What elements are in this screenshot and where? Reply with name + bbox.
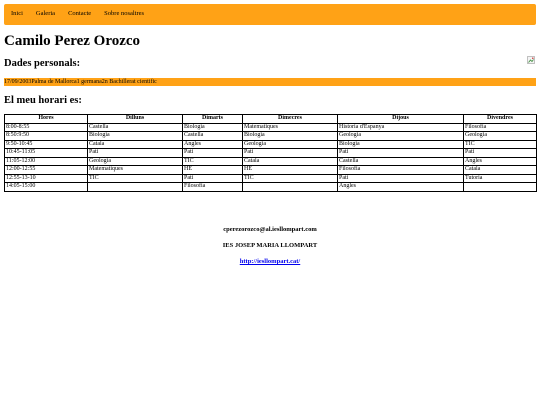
table-cell: Geologia [464, 132, 537, 141]
table-cell: Catala [243, 157, 338, 166]
table-row [5, 140, 537, 149]
table-cell: TIC [464, 140, 537, 149]
nav-link-galeria[interactable]: Galeria [35, 10, 56, 18]
table-cell: Catala [464, 166, 537, 175]
table-cell: HE [183, 166, 243, 175]
table-cell: Geologia [243, 140, 338, 149]
schedule-header-row [5, 115, 537, 124]
table-cell: Matematiques [243, 123, 338, 132]
column-header-hores: Hores [5, 115, 88, 124]
table-cell [243, 183, 338, 192]
table-cell: 8:00-8:55 [5, 123, 88, 132]
page-title: Camilo Perez Orozco [4, 33, 141, 49]
nav-link-contacte[interactable]: Contacte [68, 10, 92, 18]
personal-data-heading: Dades personals: [4, 58, 81, 69]
personal-info-bar: 17/09/2003Palma de Mallorca1 germana2n Bachillerat cientific [4, 78, 536, 86]
table-cell: 12:00-12:55 [5, 166, 88, 175]
table-cell: Filosofia [464, 123, 537, 132]
footer-email: cperezorozco@al.iesllompart.com [223, 226, 317, 233]
table-cell: 11:05-12:00 [5, 157, 88, 166]
table-cell: Pati [338, 174, 464, 183]
table-cell: Pati [183, 149, 243, 158]
table-cell: Pati [338, 149, 464, 158]
table-cell: Catala [88, 140, 183, 149]
table-cell: Pati [88, 149, 183, 158]
footer-link-wrapper [0, 258, 540, 265]
table-cell: Pati [183, 174, 243, 183]
nav-link-sobre-nosaltres[interactable]: Sobre nosaltres [104, 10, 145, 18]
table-row [5, 174, 537, 183]
schedule-table [4, 114, 537, 192]
table-cell: 14:05-15:00 [5, 183, 88, 192]
table-cell: Filosofia [338, 166, 464, 175]
table-cell [464, 183, 537, 192]
table-cell: Pati [243, 149, 338, 158]
table-cell: Matematiques [88, 166, 183, 175]
table-row [5, 157, 537, 166]
table-cell: Filosofia [183, 183, 243, 192]
table-cell: Castella [338, 157, 464, 166]
column-header-dimecres: Dimecres [243, 115, 338, 124]
table-cell: Geologia [88, 157, 183, 166]
table-cell: TIC [243, 174, 338, 183]
table-cell: Geologia [338, 132, 464, 141]
footer-school-name: IES JOSEP MARIA LLOMPART [222, 242, 318, 249]
broken-image-icon [527, 56, 536, 65]
table-row [5, 149, 537, 158]
table-cell: Historia d'Espanya [338, 123, 464, 132]
table-cell: 8:50:9:50 [5, 132, 88, 141]
table-row [5, 123, 537, 132]
table-cell: Biologia [183, 123, 243, 132]
table-cell: Biologia [88, 132, 183, 141]
table-cell: Angles [183, 140, 243, 149]
column-header-divendres: Divendres [464, 115, 537, 124]
table-row [5, 166, 537, 175]
table-cell: Pati [464, 149, 537, 158]
school-website-link[interactable]: http://iesllompart.cat/ [239, 258, 301, 265]
table-cell: TIC [88, 174, 183, 183]
table-row [5, 132, 537, 141]
table-cell: Castella [88, 123, 183, 132]
table-cell: HE [243, 166, 338, 175]
table-row [5, 183, 537, 192]
table-cell: Biologia [338, 140, 464, 149]
column-header-dimarts: Dimarts [183, 115, 243, 124]
table-cell: Castella [183, 132, 243, 141]
table-cell: Angles [338, 183, 464, 192]
column-header-dilluns: Dilluns [88, 115, 183, 124]
column-header-dijous: Dijous [338, 115, 464, 124]
schedule-heading: El meu horari es: [4, 95, 82, 106]
top-navigation [4, 4, 536, 25]
table-cell: 9:50-10:45 [5, 140, 88, 149]
table-cell: TIC [183, 157, 243, 166]
table-cell: Biologia [243, 132, 338, 141]
nav-link-inici[interactable]: Inici [11, 10, 23, 18]
table-cell: Tutoria [464, 174, 537, 183]
table-cell [88, 183, 183, 192]
table-cell: 10:45-11:05 [5, 149, 88, 158]
table-cell: Angles [464, 157, 537, 166]
table-cell: 12:55-13-10 [5, 174, 88, 183]
